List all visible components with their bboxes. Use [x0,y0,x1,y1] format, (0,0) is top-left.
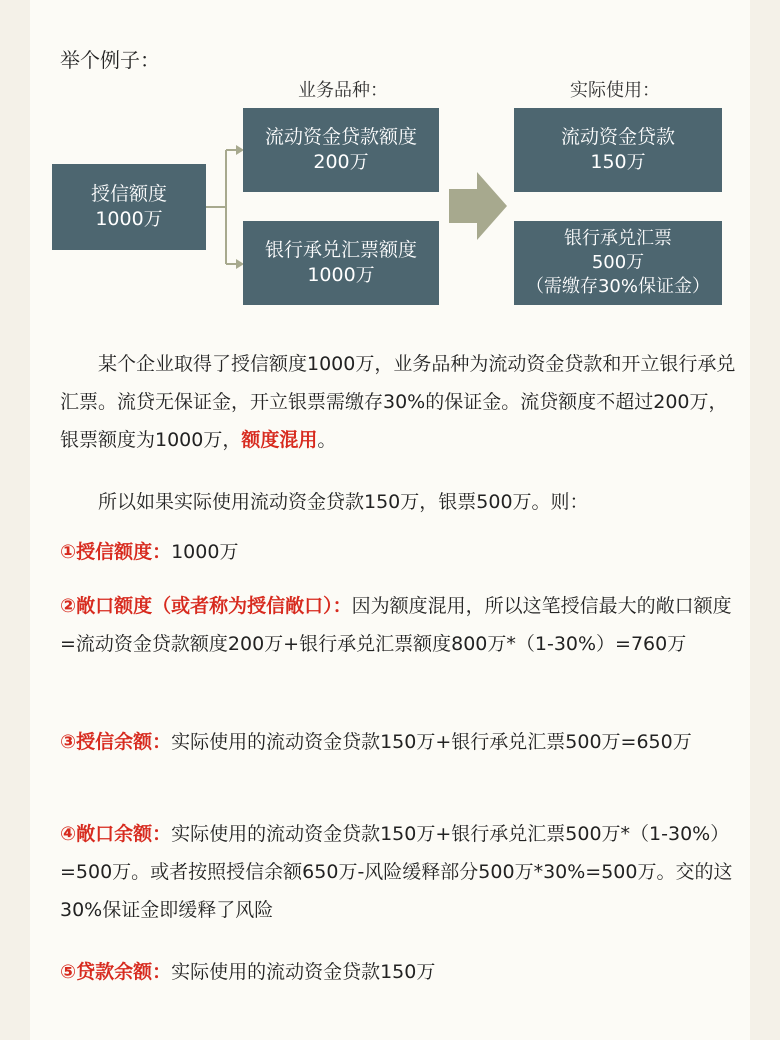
loan-limit-title: 流动资金贷款额度 [264,126,417,148]
bill-limit-title: 银行承兑汇票额度 [264,239,417,261]
connector-vertical [225,150,227,264]
item-label: ②敞口额度（或者称为授信敞口）： [60,595,352,617]
item-label: ④敞口余额： [60,823,172,845]
item-exposure-balance [60,815,740,929]
paragraph-usage: 所以如果实际使用流动资金贷款150万，银票500万。则： [98,491,589,513]
loan-used-amount: 150万 [590,151,646,173]
item-credit-limit [60,533,740,571]
item-loan-balance [60,953,740,991]
bill-used-deposit-note: （需缴存30%保证金） [525,276,710,297]
product-heading: 业务品种： [298,80,388,101]
paragraph-scenario-end: 。 [317,429,337,451]
item-label: ①授信额度： [60,541,172,563]
credit-limit-title: 授信额度 [90,183,167,205]
item-credit-balance [60,723,740,761]
right-arrow-icon [449,172,507,240]
loan-used-title: 流动资金贷款 [560,126,675,148]
item-label: ⑤贷款余额： [60,961,172,983]
bill-limit-amount: 1000万 [307,264,375,286]
item-text: 实际使用的流动资金贷款150万+银行承兑汇票500万=650万 [171,731,692,753]
item-label: ③授信余额： [60,731,172,753]
loan-used-box [514,108,722,192]
usage-heading: 实际使用： [570,80,660,101]
item-text: 1000万 [171,541,239,563]
intro-label: 举个例子： [60,48,160,72]
credit-limit-box [52,164,206,250]
bill-used-title: 银行承兑汇票 [564,228,672,249]
bill-limit-box [243,221,439,305]
item-exposure-limit [60,587,740,663]
bill-used-box [514,221,722,305]
connector-stem [206,206,226,208]
paragraph-scenario-text: 某个企业取得了授信额度1000万，业务品种为流动资金贷款和开立银行承兑汇票。流贷无保证金，开立银票需缴存30%的保证金。流贷额度不超过200万，银票额度为1000万， [60,353,736,451]
item-text: 实际使用的流动资金贷款150万+银行承兑汇票500万*（1-30%）=500万。或者按照授信余额650万-风险缓释部分500万*30%=500万。交的这30%保证金即缓释了风险 [60,823,733,921]
credit-limit-amount: 1000万 [95,208,163,230]
bill-used-amount: 500万 [591,252,645,273]
loan-limit-amount: 200万 [313,151,369,173]
item-text: 因为额度混用，所以这笔授信最大的敞口额度=流动资金贷款额度200万+银行承兑汇票额度800万*（1-30%）=760万 [60,595,732,655]
mixed-limit-highlight: 额度混用 [241,429,318,451]
paragraph-scenario [60,345,740,459]
loan-limit-box [243,108,439,192]
item-text: 实际使用的流动资金贷款150万 [171,961,436,983]
